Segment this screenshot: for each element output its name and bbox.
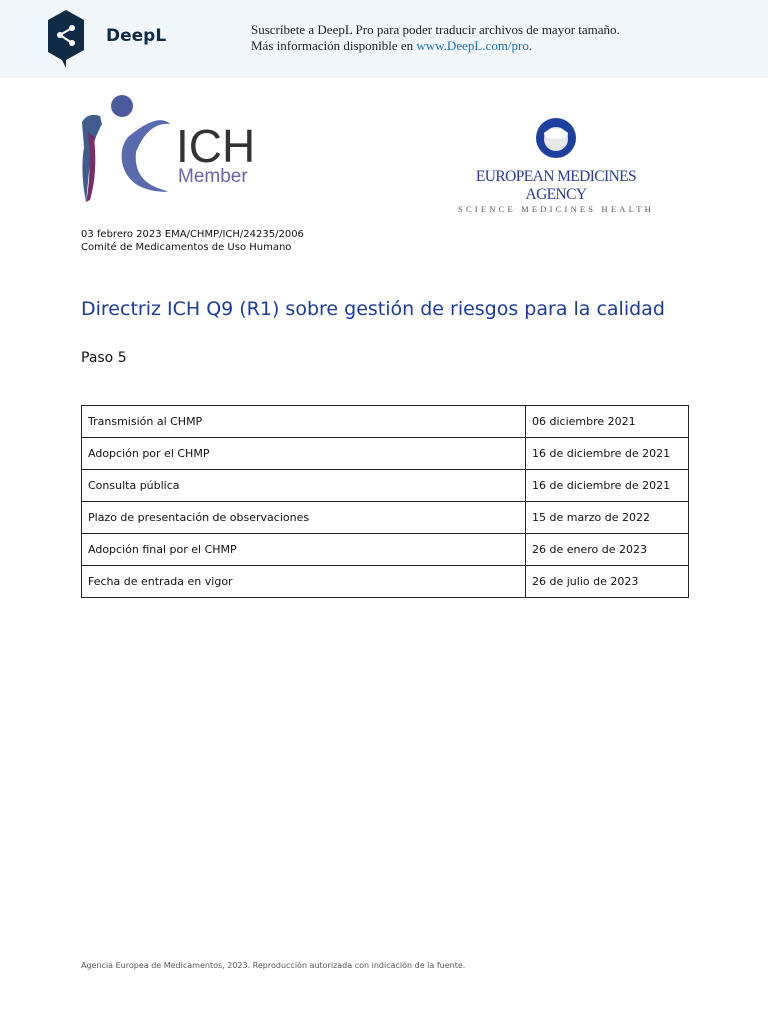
milestone-label: Transmisión al CHMP [82,406,526,438]
table-row [82,470,689,502]
milestone-date: 26 de julio de 2023 [526,566,689,598]
ema-logo: EUROPEAN MEDICINES AGENCY SCIENCE MEDICINES HEALTH [448,118,664,214]
milestone-label: Fecha de entrada en vigor [82,566,526,598]
timeline-table [81,405,689,598]
milestone-date: 06 diciembre 2021 [526,406,689,438]
table-row [82,566,689,598]
deepl-banner [0,0,768,78]
table-row [82,502,689,534]
document-step: Paso 5 [81,350,127,366]
milestone-label: Consulta pública [82,470,526,502]
milestone-date: 26 de enero de 2023 [526,534,689,566]
milestone-label: Adopción final por el CHMP [82,534,526,566]
milestone-label: Plazo de presentación de observaciones [82,502,526,534]
svg-text:ICH: ICH [176,120,256,172]
milestone-date: 16 de diciembre de 2021 [526,470,689,502]
document-reference: 03 febrero 2023 EMA/CHMP/ICH/24235/2006 Comité de Medicamentos de Uso Humano [81,229,304,253]
milestone-label: Adopción por el CHMP [82,438,526,470]
deepl-logo-icon [46,10,86,70]
document-title: Directriz ICH Q9 (R1) sobre gestión de riesgos para la calidad [81,298,665,320]
table-row [82,438,689,470]
table-row [82,534,689,566]
deepl-brand: DeepL [106,26,167,46]
footer-copyright: Agencia Europea de Medicamentos, 2023. Reproducción autorizada con indicación de la fuente. [81,961,466,970]
promo-text: Suscríbete a DeepL Pro para poder traducir archivos de mayor tamaño. Más información disponible en www.DeepL.com/pro. [251,22,620,53]
svg-text:Member: Member [178,166,248,187]
ema-emblem-icon [535,118,577,160]
milestone-date: 15 de marzo de 2022 [526,502,689,534]
ich-member-logo [78,92,263,207]
table-row [82,406,689,438]
deepl-pro-link[interactable]: www.DeepL.com/pro [416,38,529,53]
milestone-date: 16 de diciembre de 2021 [526,438,689,470]
